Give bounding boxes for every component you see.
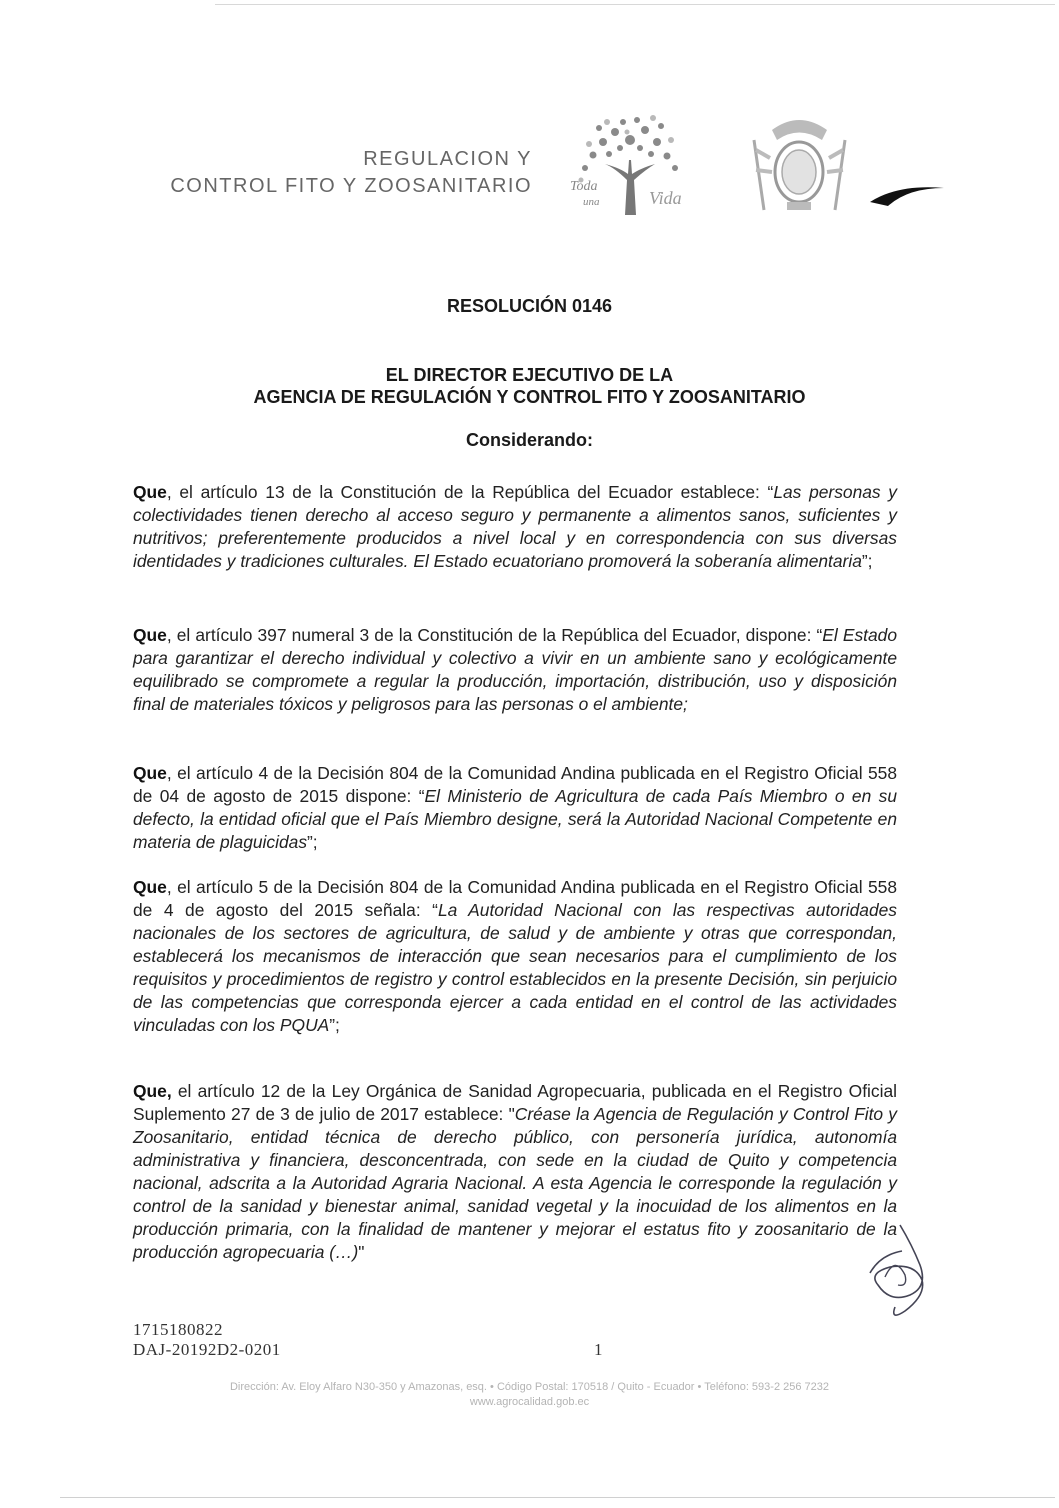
paragraph-1: Que, el artículo 13 de la Constitución de la República del Ecuador establece: “Las personas y colectividades tienen derecho al acceso seguro y permanente a alimentos sanos, suficientes y nutritivos; preferentemente producidos a nivel local y en correspondencia con sus diversas identidades y tradiciones culturales. El Estado ecuatoriano promoverá la soberanía alimentaria”; — [133, 482, 897, 571]
document-code-2: DAJ-20192D2-0201 — [133, 1340, 281, 1359]
ecuador-coat-of-arms-icon — [742, 110, 857, 222]
paragraph-4: Que, el artículo 5 de la Decisión 804 de la Comunidad Andina publicada en el Registro Oficial 558 de 4 de agosto del 2015 señala: “La Autoridad Nacional con las respectivas autoridades nacionales de los sectores de agricultura, de salud y de ambiente y otras que correspondan, establecerá los mecanismos de interacción que sean necesarios para el cumplimiento de los requisitos y procedimientos de registro y control establecidos en la presente Decisión, sin perjuicio de las competencias que corresponda ejercer a cada entidad en el control de las actividades vinculadas con los PQUA”; — [133, 877, 897, 1035]
document-code-1: 1715180822 — [133, 1320, 223, 1339]
page-number: 1 — [594, 1340, 603, 1359]
svg-text:una: una — [583, 196, 600, 208]
subtitle-line1: EL DIRECTOR EJECUTIVO DE LA — [385, 365, 674, 385]
paragraph-5: Que, el artículo 12 de la Ley Orgánica de Sanidad Agropecuaria, publicada en el Registro Oficial Suplemento 27 de 3 de julio de 2017 establece: "Créase la Agencia de Regulación y Control Fito y Zoosanitario, entidad técnica de derecho público, con personería jurídica, autonomía administrativa y financiera, desconcentrada, con sede en la ciudad de Quito y competencia nacional, adscrita a la Autoridad Agraria Nacional. A esta Agencia le corresponde la regulación y control de la sanidad y bienestar animal, sanidad vegetal y la inocuidad de los alimentos en la producción primaria, con la finalidad de mantener y mejorar el estatus fito y zoosanitario de la producción agropecuaria (…)" — [133, 1081, 898, 1262]
agency-wordmark-line1: REGULACION Y — [363, 148, 532, 170]
subtitle-line2: AGENCIA DE REGULACIÓN Y CONTROL FITO Y ZOOSANITARIO — [253, 387, 806, 407]
considerando-heading: Considerando: — [465, 430, 593, 450]
agency-wordmark-line2: CONTROL FITO Y ZOOSANITARIO — [170, 175, 532, 197]
svg-text:Vida: Vida — [649, 188, 682, 208]
website-line: www.agrocalidad.gob.ec — [469, 1396, 590, 1408]
tree-of-life-icon — [565, 110, 695, 222]
svg-text:Toda: Toda — [570, 179, 598, 194]
paragraph-2: Que, el artículo 397 numeral 3 de la Constitución de la República del Ecuador, dispone: “El Estado para garantizar el derecho individual y colectivo a vivir en un ambiente sano y ecológicamente equilibrado se compromete a regular la producción, importación, distribución, uso y disposición final de materiales tóxicos y peligrosos para las personas o el ambiente; — [133, 625, 897, 714]
footer-address — [0, 1380, 1059, 1410]
bottom-scan-line — [60, 1497, 1055, 1498]
resolution-title: RESOLUCIÓN 0146 — [446, 296, 613, 316]
handwritten-signature — [850, 1215, 940, 1325]
agency-wordmark — [150, 146, 532, 200]
address-line: Dirección: Av. Eloy Alfaro N30-350 y Amazonas, esq. • Código Postal: 170518 / Quito - Ecuador • Teléfono: 593-2 256 7232 — [229, 1381, 829, 1393]
brand-swoosh-icon — [868, 180, 948, 210]
top-scan-line — [215, 4, 1055, 5]
resolution-subtitle — [0, 364, 1059, 408]
paragraph-3: Que, el artículo 4 de la Decisión 804 de la Comunidad Andina publicada en el Registro Oficial 558 de 04 de agosto de 2015 dispone: “El Ministerio de Agricultura de cada País Miembro o en su defecto, la entidad oficial que el País Miembro designe, será la Autoridad Nacional Competente en materia de plaguicidas”; — [133, 763, 897, 852]
